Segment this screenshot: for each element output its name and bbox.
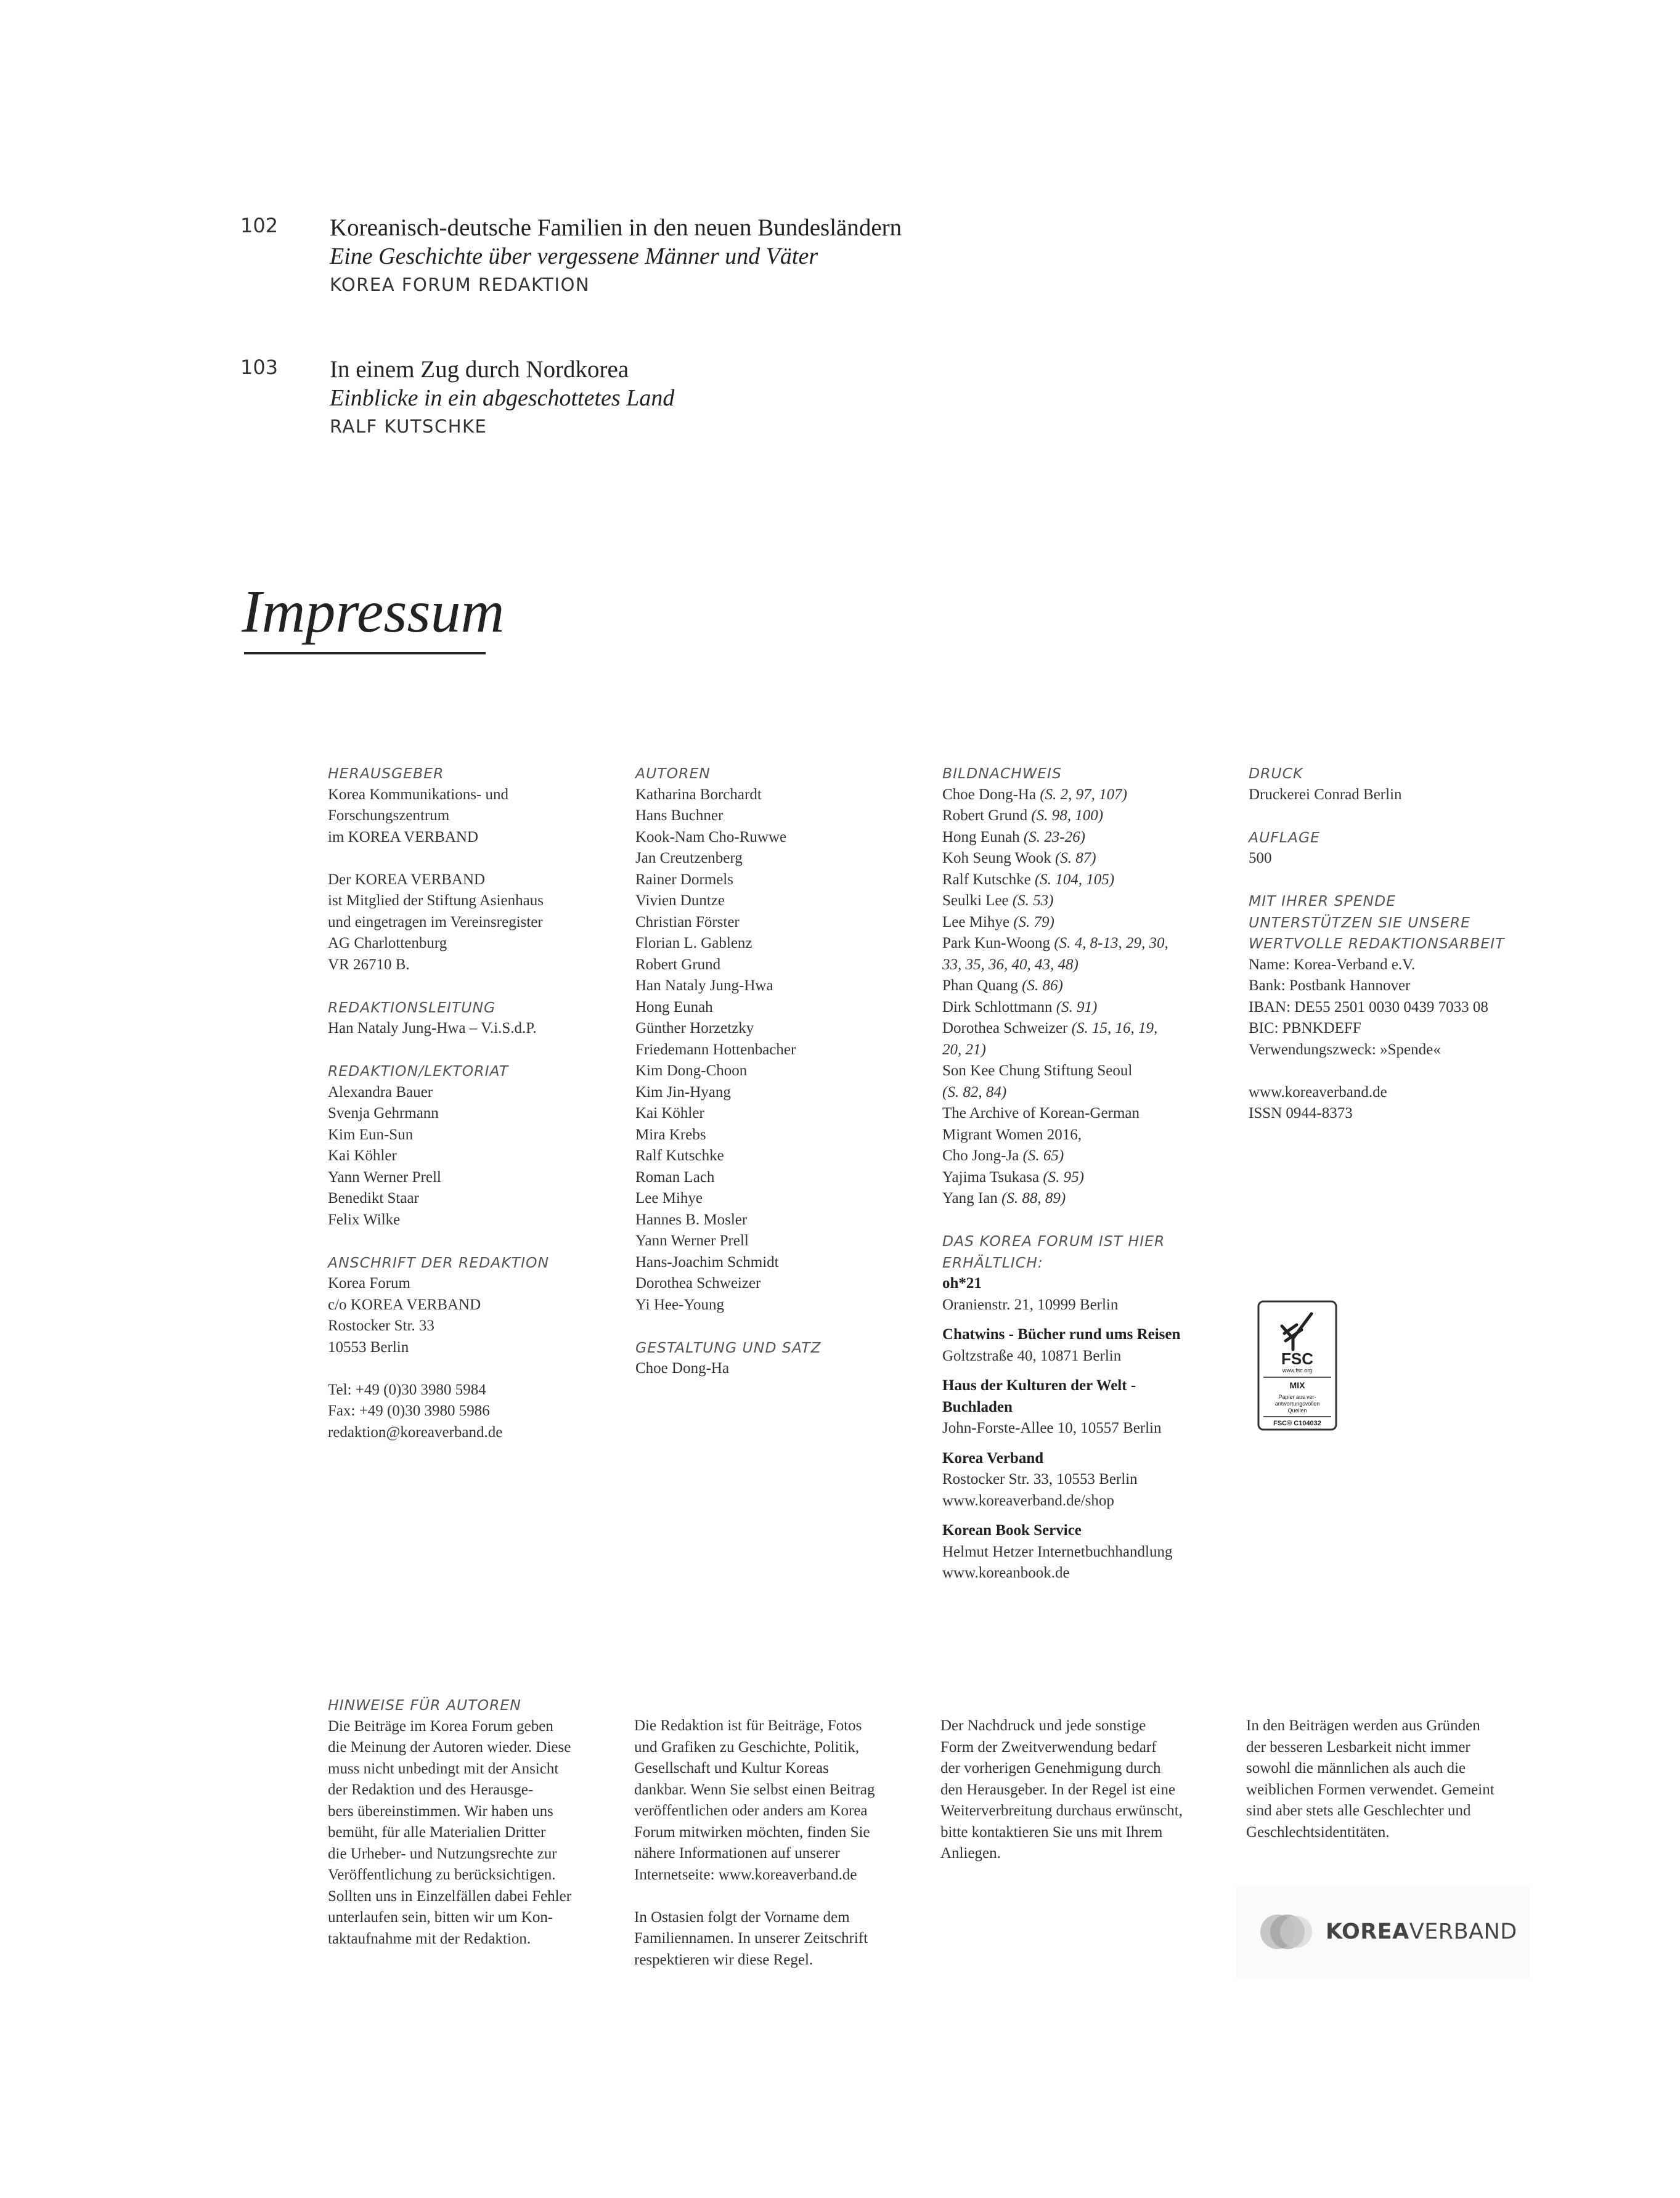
credit-line: [942, 805, 1238, 827]
mitglied-block: [328, 869, 611, 976]
shop-address: Goltzstraße 40, 10871 Berlin: [942, 1347, 1122, 1364]
toc-page-number: 103: [240, 356, 279, 379]
text-line: 10553 Berlin: [328, 1338, 409, 1356]
web-block: [1249, 1082, 1581, 1125]
hinweise-text: [634, 1716, 918, 1886]
credit-name: Phan Quang: [942, 977, 1022, 994]
text-line: Felix Wilke: [328, 1211, 401, 1228]
credit-pages: 33, 35, 36, 40, 43, 48): [942, 956, 1079, 973]
text-line: Korea Kommunikations- und: [328, 786, 509, 803]
fax: Fax: +49 (0)30 3980 5986: [328, 1402, 490, 1419]
credit-pages: (S. 4, 8-13, 29, 30,: [1054, 935, 1168, 951]
text-line: sind aber stets alle Geschlechter und: [1246, 1802, 1471, 1819]
text-line: Gesellschaft und Kultur Koreas: [634, 1760, 829, 1777]
text-line: Form der Zweitverwendung bedarf: [940, 1738, 1157, 1756]
credit-line: [942, 1040, 1238, 1061]
credit-pages: (S. 86): [1022, 977, 1063, 994]
text-line: Name: Korea-Verband e.V.: [1249, 956, 1416, 973]
hinweise-column-3: [940, 1716, 1224, 1865]
text-line: der vorherigen Genehmigung durch: [940, 1760, 1161, 1777]
shop-entry: [942, 1448, 1238, 1512]
credit-line: [942, 997, 1238, 1019]
shop-address: Oranienstr. 21, 10999 Berlin: [942, 1296, 1119, 1313]
toc-title: Koreanisch-deutsche Familien in den neuen Bundesländern: [330, 214, 902, 241]
credit-name: The Archive of Korean-German: [942, 1105, 1140, 1121]
toc-author: KOREA FORUM REDAKTION: [330, 274, 590, 295]
shop-address: Helmut Hetzer Internetbuchhandlung: [942, 1543, 1173, 1560]
redaktionsleitung-block: [328, 1018, 611, 1040]
shop-entry: [942, 1273, 1238, 1316]
text-line: Rostocker Str. 33: [328, 1317, 434, 1334]
shop-name: Korean Book Service: [942, 1522, 1082, 1539]
text-line: Yann Werner Prell: [328, 1168, 441, 1186]
label-line: WERTVOLLE REDAKTIONSARBEIT: [1249, 935, 1505, 952]
text-line: Die Redaktion ist für Beiträge, Fotos: [634, 1717, 862, 1734]
credit-pages: 20, 21): [942, 1041, 986, 1058]
credit-name: Hong Eunah: [942, 828, 1024, 845]
text-line: Sollten uns in Einzelfällen dabei Fehler: [328, 1887, 572, 1905]
text-line: taktaufnahme mit der Redaktion.: [328, 1930, 531, 1947]
text-line: bemüht, für alle Materialien Dritter: [328, 1824, 546, 1841]
text-line: Choe Dong-Ha: [635, 1360, 730, 1377]
logo-wordmark-bold: KOREA: [1326, 1919, 1409, 1944]
phone: Tel: +49 (0)30 3980 5984: [328, 1381, 486, 1398]
text-line: Korea Forum: [328, 1275, 410, 1292]
bildnachweis-list: [942, 784, 1238, 1210]
text-line: Druckerei Conrad Berlin: [1249, 786, 1402, 803]
text-line: Die Beiträge im Korea Forum geben: [328, 1717, 553, 1735]
credit-pages: (S. 15, 16, 19,: [1071, 1020, 1158, 1036]
fsc-text: Papier aus ver-: [1278, 1394, 1316, 1400]
text-line: unterlaufen sein, bitten wir um Kon-: [328, 1909, 553, 1926]
section-label: BILDNACHWEIS: [942, 765, 1062, 782]
text-line: Benedikt Staar: [328, 1190, 419, 1207]
fsc-text: Quellen: [1287, 1407, 1307, 1414]
credit-line: [942, 1188, 1238, 1210]
credit-line: [942, 912, 1238, 934]
shop-name: Korea Verband: [942, 1449, 1044, 1467]
author-name: Mira Krebs: [635, 1126, 706, 1143]
author-name: Günther Horzetzky: [635, 1020, 754, 1036]
toc-subtitle: Einblicke in ein abgeschottetes Land: [330, 385, 675, 411]
lektoriat-block: [328, 1082, 611, 1231]
text-line: Alexandra Bauer: [328, 1083, 433, 1101]
label-line: UNTERSTÜTZEN SIE UNSERE: [1249, 913, 1471, 931]
text-line: muss nicht unbedingt mit der Ansicht: [328, 1760, 559, 1777]
shop-entry: [942, 1324, 1238, 1367]
text-line: veröffentlichen oder anders am Korea: [634, 1802, 868, 1819]
impressum-column-1: [328, 763, 611, 1465]
text-line: AG Charlottenburg: [328, 935, 447, 951]
credit-name: Seulki Lee: [942, 892, 1013, 909]
author-name: Hans-Joachim Schmidt: [635, 1253, 779, 1271]
credit-name: Lee Mihye: [942, 913, 1014, 930]
website-link[interactable]: www.koreaverband.de: [1249, 1083, 1387, 1101]
author-name: Hans Buchner: [635, 807, 724, 824]
label-line: ERHÄLTLICH:: [942, 1253, 1043, 1271]
credit-line: [942, 1146, 1238, 1167]
section-label: REDAKTIONSLEITUNG: [328, 998, 496, 1016]
credit-line: [942, 1082, 1238, 1104]
shop-link[interactable]: www.koreanbook.de: [942, 1565, 1070, 1581]
toc-page-number: 102: [240, 214, 279, 237]
section-label: [1249, 890, 1581, 955]
author-name: Jan Creutzenberg: [635, 850, 743, 866]
author-name: Yi Hee-Young: [635, 1296, 724, 1313]
fsc-url: www.fsc.org: [1282, 1367, 1313, 1374]
title-underline: [244, 652, 486, 654]
logo-circles-icon: [1258, 1910, 1319, 1953]
credit-pages: (S. 53): [1012, 892, 1054, 909]
text-line: nähere Informationen auf unserer: [634, 1845, 840, 1862]
anschrift-block: [328, 1273, 611, 1358]
author-name: Florian L. Gablenz: [635, 935, 752, 951]
credit-line: [942, 975, 1238, 997]
author-name: Katharina Borchardt: [635, 786, 762, 803]
text-line: In den Beiträgen werden aus Gründen: [1246, 1717, 1480, 1734]
hinweise-column-4: [1246, 1716, 1530, 1843]
credit-name: Dorothea Schweizer: [942, 1020, 1072, 1036]
author-name: Dorothea Schweizer: [635, 1275, 761, 1292]
text-line: Kim Eun-Sun: [328, 1126, 414, 1143]
text-line: und eingetragen im Vereinsregister: [328, 913, 543, 930]
author-name: Christian Förster: [635, 913, 740, 930]
text-line: im KOREA VERBAND: [328, 828, 479, 845]
text-line: und Grafiken zu Geschichte, Politik,: [634, 1738, 860, 1756]
credit-line: [942, 869, 1238, 891]
section-label: HINWEISE FÜR AUTOREN: [328, 1696, 521, 1714]
credit-pages: (S. 2, 97, 107): [1040, 786, 1127, 803]
text-line: c/o KOREA VERBAND: [328, 1296, 481, 1313]
section-label: AUFLAGE: [1249, 828, 1321, 846]
fsc-mix: MIX: [1289, 1380, 1305, 1390]
credit-name: Cho Jong-Ja: [942, 1147, 1023, 1164]
text-line: Han Nataly Jung-Hwa – V.i.S.d.P.: [328, 1020, 537, 1036]
text-line: die Urheber- und Nutzungsrechte zur: [328, 1845, 557, 1862]
issn: ISSN 0944-8373: [1249, 1105, 1353, 1121]
credit-pages: (S. 82, 84): [942, 1083, 1007, 1101]
section-label: AUTOREN: [635, 765, 711, 782]
text-line: BIC: PBNKDEFF: [1249, 1020, 1361, 1036]
credit-name: Koh Seung Wook: [942, 850, 1055, 866]
credit-pages: (S. 91): [1056, 998, 1098, 1016]
credit-name: Choe Dong-Ha: [942, 786, 1040, 803]
impressum-column-4: [1249, 763, 1581, 1146]
credit-line: [942, 955, 1238, 976]
auflage-block: [1249, 848, 1581, 869]
author-name: Kook-Nam Cho-Ruwwe: [635, 828, 787, 845]
text-line: Verwendungszweck: »Spende«: [1249, 1041, 1441, 1058]
text-line: der Redaktion und des Herausge-: [328, 1781, 534, 1798]
text-line: der besseren Lesbarkeit nicht immer: [1246, 1738, 1470, 1756]
credit-pages: (S. 98, 100): [1031, 807, 1104, 824]
text-line: respektieren wir diese Regel.: [634, 1951, 813, 1968]
text-line: Geschlechtsidentitäten.: [1246, 1823, 1390, 1841]
credit-name: Yang Ian: [942, 1190, 1002, 1207]
korea-verband-logo: [1236, 1886, 1530, 1978]
text-line: den Herausgeber. In der Regel ist eine: [940, 1781, 1176, 1798]
credit-line: [942, 890, 1238, 912]
author-name: Roman Lach: [635, 1168, 715, 1186]
credit-line: [942, 1167, 1238, 1189]
author-name: Kim Jin-Hyang: [635, 1083, 731, 1101]
text-line: bitte kontaktieren Sie uns mit Ihrem: [940, 1823, 1163, 1841]
author-name: Kai Köhler: [635, 1105, 704, 1121]
herausgeber-block: [328, 784, 611, 849]
credit-name: Ralf Kutschke: [942, 871, 1035, 888]
toc-author: RALF KUTSCHKE: [330, 416, 487, 437]
credit-line: [942, 1103, 1238, 1125]
credit-pages: (S. 87): [1054, 850, 1096, 866]
shop-address: Rostocker Str. 33, 10553 Berlin: [942, 1471, 1138, 1488]
text-line: Internetseite: www.koreaverband.de: [634, 1866, 857, 1883]
text-line: Familiennamen. In unserer Zeitschrift: [634, 1930, 868, 1947]
page-title: Impressum: [242, 579, 505, 645]
credit-name: Yajima Tsukasa: [942, 1168, 1043, 1186]
text-line: die Meinung der Autoren wieder. Diese: [328, 1739, 571, 1756]
credit-pages: (S. 79): [1013, 913, 1054, 930]
text-line: Forum mitwirken möchten, finden Sie: [634, 1823, 870, 1841]
author-name: Yann Werner Prell: [635, 1232, 749, 1249]
credit-line: [942, 933, 1238, 955]
shop-entry: [942, 1375, 1238, 1439]
credit-pages: (S. 23-26): [1023, 828, 1085, 845]
fsc-brand: FSC: [1281, 1349, 1313, 1368]
text-line: Forschungszentrum: [328, 807, 450, 824]
hinweise-text: [328, 1716, 611, 1950]
fsc-code: FSC® C104032: [1273, 1420, 1321, 1427]
toc-title: In einem Zug durch Nordkorea: [330, 356, 629, 383]
shop-entry: [942, 1520, 1238, 1584]
section-label: HERAUSGEBER: [328, 765, 444, 782]
credit-line: [942, 827, 1238, 849]
credit-line: [942, 848, 1238, 869]
author-name: Rainer Dormels: [635, 871, 733, 888]
kontakt-block: [328, 1380, 611, 1444]
section-label: REDAKTION/LEKTORIAT: [328, 1062, 509, 1080]
text-line: Kai Köhler: [328, 1147, 397, 1164]
author-name: Hannes B. Mosler: [635, 1211, 748, 1228]
autoren-list: [635, 784, 919, 1316]
author-name: Hong Eunah: [635, 998, 713, 1016]
shop-address: John-Forste-Allee 10, 10557 Berlin: [942, 1420, 1162, 1436]
text-line: Bank: Postbank Hannover: [1249, 977, 1411, 994]
author-name: Robert Grund: [635, 956, 721, 973]
text-line: Veröffentlichung zu berücksichtigen.: [328, 1866, 556, 1883]
hinweise-text: [634, 1907, 918, 1971]
fsc-logo: [1257, 1300, 1337, 1431]
credit-name: Robert Grund: [942, 807, 1032, 824]
shop-name: Buchladen: [942, 1398, 1013, 1415]
toc-subtitle: Eine Geschichte über vergessene Männer und Väter: [330, 243, 818, 269]
credit-line: [942, 1018, 1238, 1040]
credit-pages: (S. 95): [1043, 1168, 1084, 1186]
credit-pages: (S. 88, 89): [1001, 1190, 1066, 1207]
fsc-text: antwortungsvollen: [1274, 1401, 1320, 1407]
spende-block: [1249, 955, 1581, 1061]
author-name: Vivien Duntze: [635, 892, 725, 909]
logo-wordmark-light: VERBAND: [1409, 1919, 1517, 1944]
text-line: weiblichen Formen verwendet. Gemeint: [1246, 1781, 1494, 1798]
section-label: [942, 1231, 1238, 1273]
email-link[interactable]: redaktion@koreaverband.de: [328, 1423, 503, 1441]
label-line: MIT IHRER SPENDE: [1249, 892, 1397, 910]
text-line: Svenja Gehrmann: [328, 1105, 439, 1121]
credit-name: Son Kee Chung Stiftung Seoul: [942, 1062, 1133, 1079]
impressum-column-3: [942, 763, 1238, 1584]
text-line: Anliegen.: [940, 1845, 1001, 1862]
section-label: GESTALTUNG UND SATZ: [635, 1338, 822, 1356]
credit-pages: (S. 104, 105): [1034, 871, 1115, 888]
shop-name: Haus der Kulturen der Welt -: [942, 1377, 1136, 1394]
credit-name: Migrant Women 2016,: [942, 1126, 1082, 1143]
text-line: Der Nachdruck und jede sonstige: [940, 1717, 1146, 1734]
author-name: Ralf Kutschke: [635, 1147, 724, 1164]
section-label: DRUCK: [1249, 765, 1303, 782]
section-label: ANSCHRIFT DER REDAKTION: [328, 1253, 550, 1271]
druck-block: [1249, 784, 1581, 806]
text-line: bers übereinstimmen. Wir haben uns: [328, 1802, 553, 1820]
gestaltung-block: [635, 1358, 919, 1380]
credit-line: [942, 784, 1238, 806]
author-name: Friedemann Hottenbacher: [635, 1041, 796, 1058]
credit-line: [942, 1125, 1238, 1146]
credit-name: Park Kun-Woong: [942, 935, 1054, 951]
shop-name: oh*21: [942, 1275, 982, 1292]
logo-wordmark: [1326, 1919, 1517, 1944]
credit-line: [942, 1060, 1238, 1082]
shop-link[interactable]: www.koreaverband.de/shop: [942, 1492, 1114, 1509]
author-name: Kim Dong-Choon: [635, 1062, 748, 1079]
hinweise-column-1: [328, 1695, 611, 1950]
text-line: dankbar. Wenn Sie selbst einen Beitrag: [634, 1781, 875, 1798]
shop-name: Chatwins - Bücher rund ums Reisen: [942, 1326, 1181, 1343]
text-line: sowohl die männlichen als auch die: [1246, 1760, 1466, 1777]
text-line: 500: [1249, 850, 1272, 866]
label-line: DAS KOREA FORUM IST HIER: [942, 1232, 1165, 1250]
credit-pages: (S. 65): [1022, 1147, 1064, 1164]
hinweise-column-2: [634, 1716, 918, 1971]
author-name: Han Nataly Jung-Hwa: [635, 977, 773, 994]
text-line: VR 26710 B.: [328, 956, 410, 973]
text-line: IBAN: DE55 2501 0030 0439 7033 08: [1249, 998, 1488, 1016]
impressum-column-2: [635, 763, 919, 1401]
credit-name: Dirk Schlottmann: [942, 998, 1056, 1016]
text-line: Der KOREA VERBAND: [328, 871, 486, 888]
shop-list: [942, 1273, 1238, 1584]
author-name: Lee Mihye: [635, 1190, 703, 1207]
text-line: In Ostasien folgt der Vorname dem: [634, 1908, 850, 1926]
text-line: ist Mitglied der Stiftung Asienhaus: [328, 892, 544, 909]
text-line: Weiterverbreitung durchaus erwünscht,: [940, 1802, 1183, 1819]
